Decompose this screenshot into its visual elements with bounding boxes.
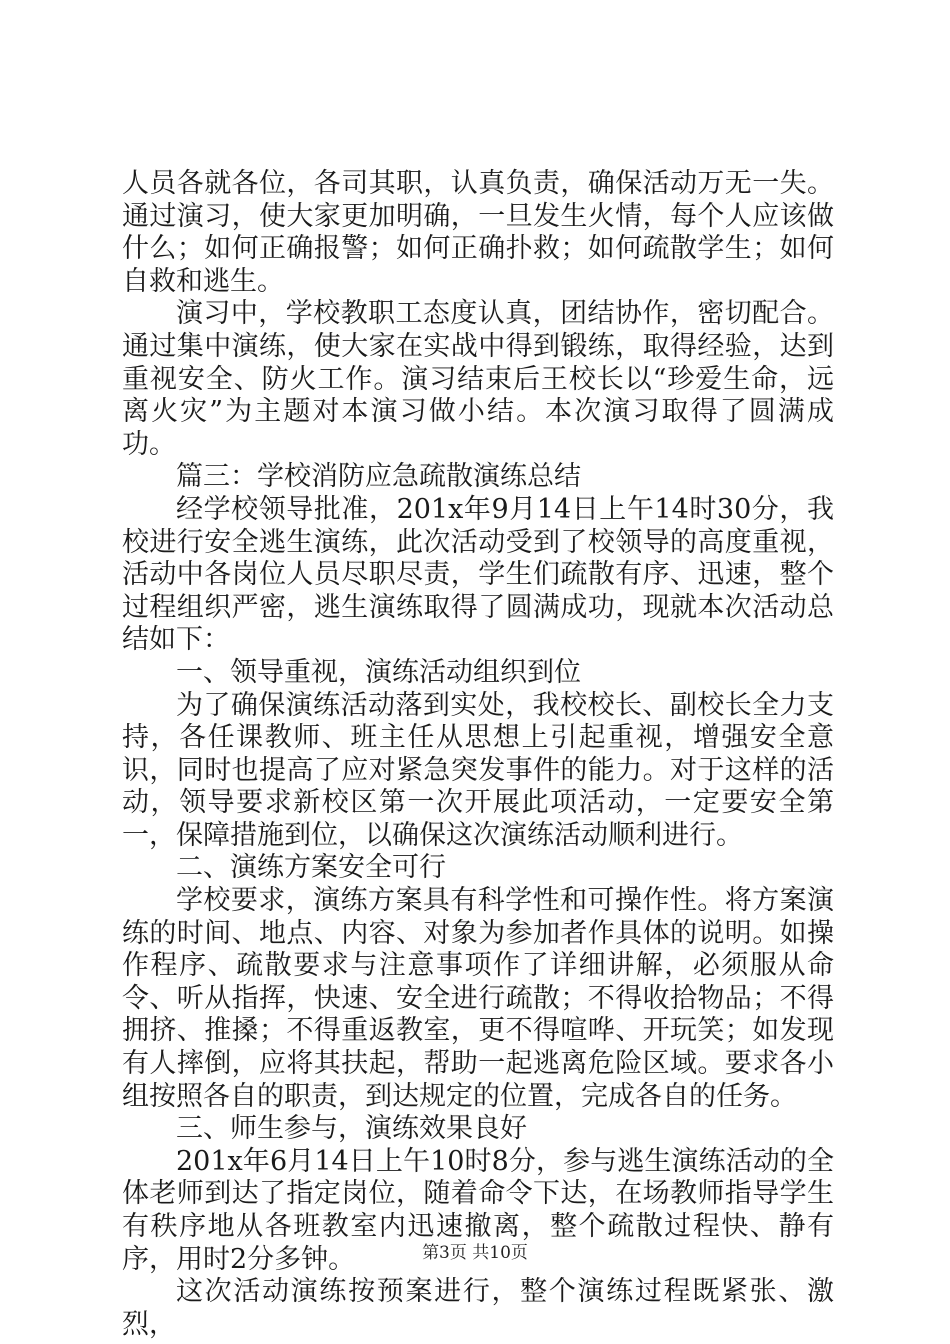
paragraph-6: 201x年6月14日上午10时8分，参与逃生演练活动的全体老师到达了指定岗位，随着命令下达，在场教师指导学生有秩序地从各班教室内迅速撤离，整个疏散过程快、静有序，用时2分多钟。 [122,1145,834,1275]
page-footer: 第3页 共10页 [422,1243,528,1263]
subheading-one: 一、领导重视，演练活动组织到位 [176,656,581,688]
paragraph-7: 这次活动演练按预案进行，整个演练过程既紧张、激烈， [122,1276,834,1340]
document-body [122,168,834,1341]
subheading-three: 三、师生参与，演练效果良好 [176,1113,527,1145]
paragraph-2: 演习中，学校教职工态度认真，团结协作，密切配合。通过集中演练，使大家在实战中得到锻练，取得经验，达到重视安全、防火工作。演习结束后王校长以“珍爱生命，远离火灾”为主题对本演习做小结。本次演习取得了圆满成功。 [122,298,834,460]
paragraph-3: 经学校领导批准，201x年9月14日上午14时30分，我校进行安全逃生演练，此次活动受到了校领导的高度重视，活动中各岗位人员尽职尽责，学生们疏散有序、迅速，整个过程组织严密，逃生演练取得了圆满成功，现就本次活动总结如下： [122,493,834,656]
paragraph-1: 人员各就各位，各司其职，认真负责，确保活动万无一失。通过演习，使大家更加明确，一旦发生火情，每个人应该做什么；如何正确报警；如何正确扑救；如何疏散学生；如何自救和逃生。 [122,168,834,297]
subheading-two: 二、演练方案安全可行 [176,852,446,884]
paragraph-4: 为了确保演练活动落到实处，我校校长、副校长全力支持，各任课教师、班主任从思想上引起重视，增强安全意识，同时也提高了应对紧急突发事件的能力。对于这样的活动，领导要求新校区第一次开展此项活动，一定要安全第一，保障措施到位，以确保这次演练活动顺利进行。 [122,689,834,851]
paragraph-5: 学校要求，演练方案具有科学性和可操作性。将方案演练的时间、地点、内容、对象为参加者作具体的说明。如操作程序、疏散要求与注意事项作了详细讲解，必须服从命令、听从指挥，快速、安全进行疏散；不得收拾物品；不得拥挤、推搡；不得重返教室，更不得喧哗、开玩笑；如发现有人摔倒，应将其扶起，帮助一起逃离危险区域。要求各小组按照各自的职责，到达规定的位置，完成各自的任务。 [122,885,834,1112]
section-title-part-three: 篇三：学校消防应急疏散演练总结 [176,461,581,493]
